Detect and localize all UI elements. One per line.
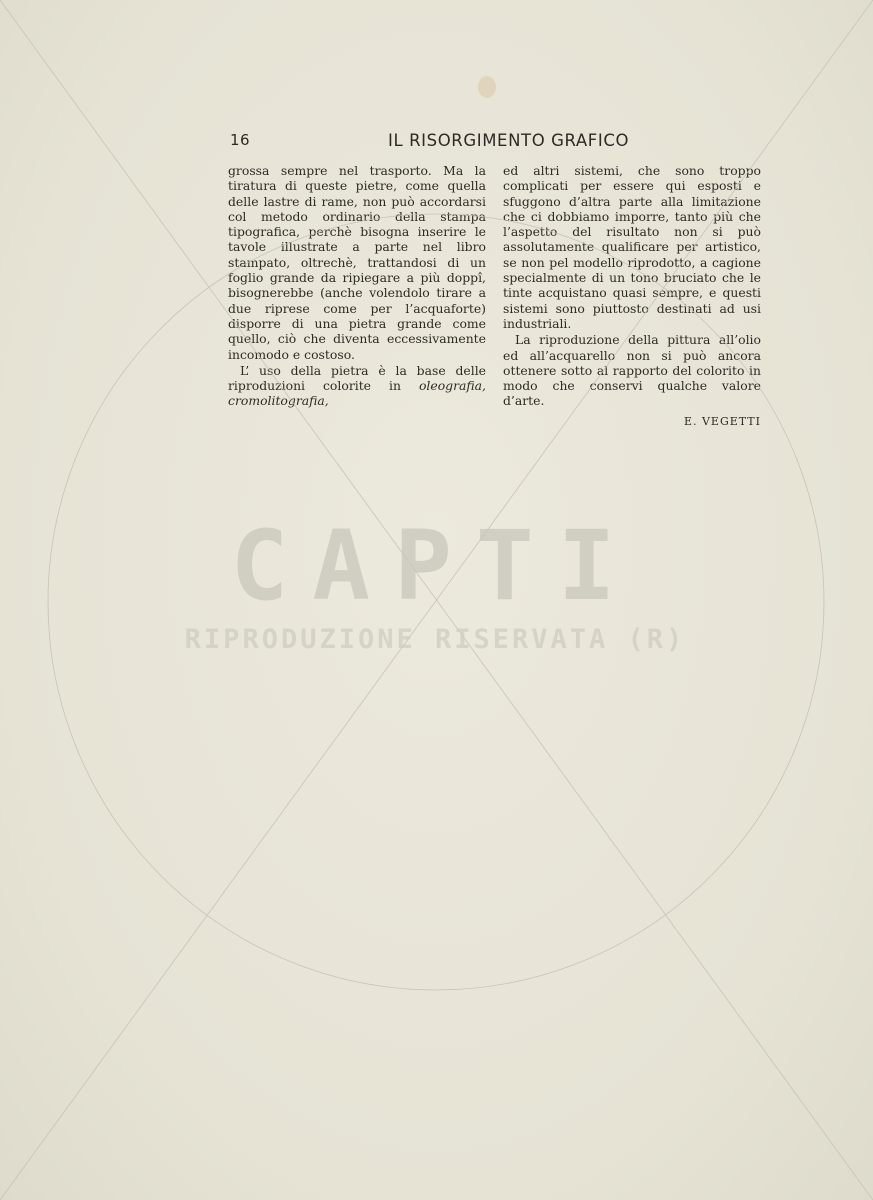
left-column <box>228 163 486 409</box>
paragraph-text: L’ uso della pietra è la base delle riproduzioni colorite in <box>228 362 486 394</box>
author-signature: E. VEGETTI <box>683 414 761 428</box>
right-column <box>503 163 761 429</box>
paragraph: grossa sempre nel trasporto. Ma la tiratura di queste pietre, come quella delle lastre di rame, non può accordarsi col metodo ordinario della stampa tipografica, perchè bisogna inserire le tavole illustrate a parte nel libro stampato, oltrechè, trattandosi di un foglio grande da ripiegare a più doppî, bisognerebbe (anche volendolo tirare a due riprese come per l’acquaforte) disporre di una pietra grande come quello, ciò che diventa eccessivamente incomodo e costoso. <box>228 163 486 362</box>
page-number: 16 <box>230 131 251 149</box>
paper-stain <box>478 76 496 98</box>
paragraph: La riproduzione della pittura all’olio ed all’acquarello non si può ancora ottenere sotto al rapporto del colorito in modo che conservi qualche valore d’arte. <box>503 332 761 409</box>
paragraph: ed altri sistemi, che sono troppo complicati per essere qui esposti e sfuggono d’altra parte alla limitazione che ci dobbiamo imporre, tanto più che l’aspetto del risultato non si può assolutamente qualificare per artistico, se non pel modello riprodotto, a cagione specialmente di un tono bruciato che le tinte acquistano quasi sempre, e questi sistemi sono piuttosto destinati ad usi industriali. <box>503 163 761 331</box>
running-title: IL RISORGIMENTO GRAFICO <box>388 131 630 150</box>
watermark-logo: CAPTI <box>230 510 640 622</box>
watermark-notice: RIPRODUZIONE RISERVATA (R) <box>184 624 686 655</box>
italic-terms: oleografia, cromolitografia, <box>228 378 486 409</box>
paragraph <box>228 363 486 409</box>
